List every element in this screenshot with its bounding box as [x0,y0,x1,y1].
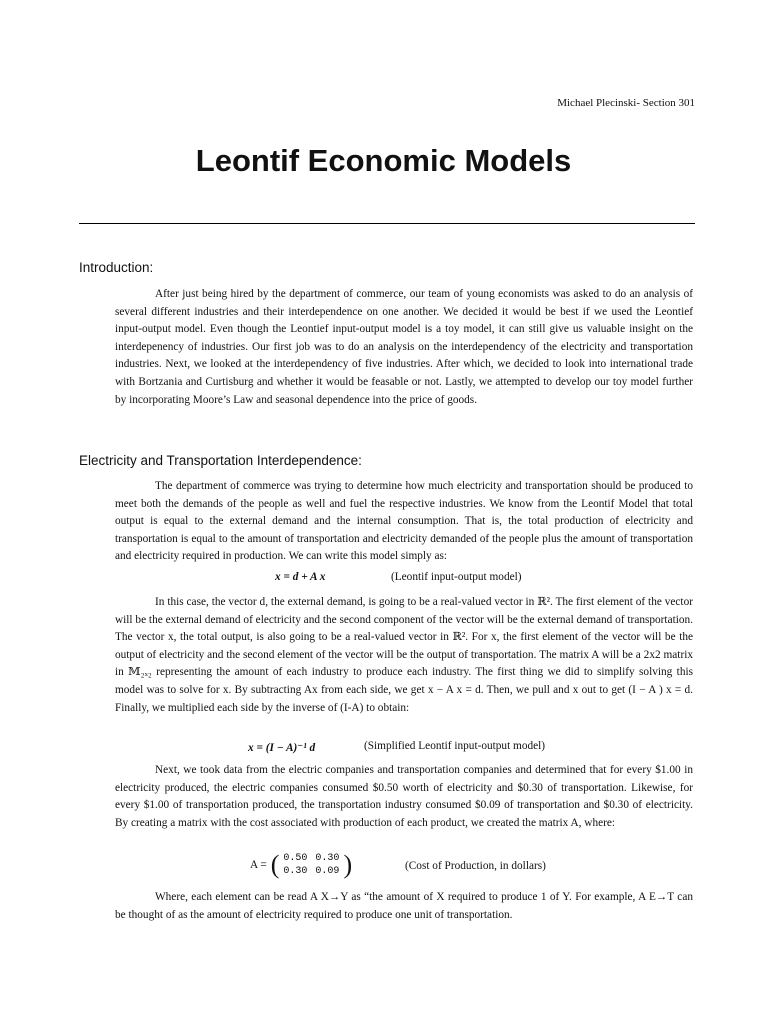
simplified-equation [248,740,315,754]
left-paren-icon: ( [270,850,280,879]
matrix-cell: 0.09 [315,866,340,877]
cost-matrix [250,852,352,878]
data-paragraph-text: Next, we took data from the electric companies and transportation companies and determined that for every $1.00 in electricity produced, the electric companies consumed $0.50 worth of electricity and $0.30 of transportation. Likewise, for every $1.00 of transportation produced, the transportation industry consumed $0.09 of transportation and $0.30 of electricity. By creating a matrix with the cost associated with production of each product, we created the matrix A, where: [115,764,693,829]
demand-paragraph [115,478,693,566]
title-divider [79,223,695,224]
simplified-equation-label: (Simplified Leontif input-output model) [364,740,546,752]
author-line: Michael Plecinski- Section 301 [557,97,695,109]
intro-paragraph-text: After just being hired by the department of commerce, our team of young economists was asked to do an analysis of several different industries and their interdependence on one another. We decided it would be best if we used the Leontief input-output model. Even though the Leontief input-output model is a toy model, it can still give us valuable insight on the interdepenency of industries. Our first job was to do an analysis on the interdependency of the electricity and transportation industries. Next, we looked at the interdependency of five industries. After which, we decided to look into international trade with Bortzania and Curtisburg and whether it would be feasable or not. Lastly, we attempted to develop our toy model further by incorporating Moore’s Law and seasonal dependence into the price of goods. [115,288,693,406]
matrix-cell: 0.30 [315,853,340,864]
leontif-equation-label: (Leontif input-output model) [391,571,522,583]
right-paren-icon: ) [343,850,353,879]
element-paragraph-text: Where, each element can be read A X→Y as “the amount of X required to produce 1 of Y. For example, A E→T can be thought of as the amount of electricity required to produce one unit of transportation. [115,891,693,921]
heading-introduction: Introduction: [79,260,154,275]
matrix-cell: 0.50 [283,853,308,864]
matrix-row [279,852,343,865]
matrix-row [279,865,343,878]
page-title: Leontif Economic Models [195,143,572,178]
vector-paragraph [115,594,693,717]
simplified-equation-text: x = (I − A)⁻¹ d [248,742,316,754]
element-paragraph [115,889,693,924]
leontif-equation [275,571,325,583]
heading-interdependence: Electricity and Transportation Interdependence: [79,453,362,468]
matrix-prefix: A = [250,859,267,871]
leontif-equation-text: x = d + A x [275,571,326,583]
matrix-table [279,852,343,878]
demand-paragraph-text: The department of commerce was trying to determine how much electricity and transportation should be produced to meet both the demands of the people as well and fuel the respective industries. We know from the Leontif Model that total output is equal to the external demand and the internal consumption. That is, the total production of electricity and transportation is equal to the amount of transportation and electricity demanded of the people plus the amount of transportation and electricity required in production. We can write this model simply as: [115,480,693,563]
matrix-label: (Cost of Production, in dollars) [405,860,546,872]
intro-paragraph [115,286,693,409]
data-paragraph [115,762,693,832]
matrix-cell: 0.30 [283,866,308,877]
vector-paragraph-text: In this case, the vector d, the external demand, is going to be a real-valued vector in ℝ². The first element of the vector will be the external demand of electricity and the second component of the vector will be the external demand of transportation. The vector x, the total output, is also going to be a real-valued vector in ℝ². For x, the first element of the vector will be the output of electricity and the second element of the vector will be the output of transportation. The matrix A will be a 2x2 matrix in 𝕄₂ₓ₂ representing the amount of each industry to produce each industry. The first thing we did to simplify solving this model was to solve for x. By subtracting Ax from each side, we get x − A x = d. Then, we pull and x out to get (I − A ) x = d. Finally, we multiplied each side by the inverse of (I-A) to obtain: [115,596,693,714]
